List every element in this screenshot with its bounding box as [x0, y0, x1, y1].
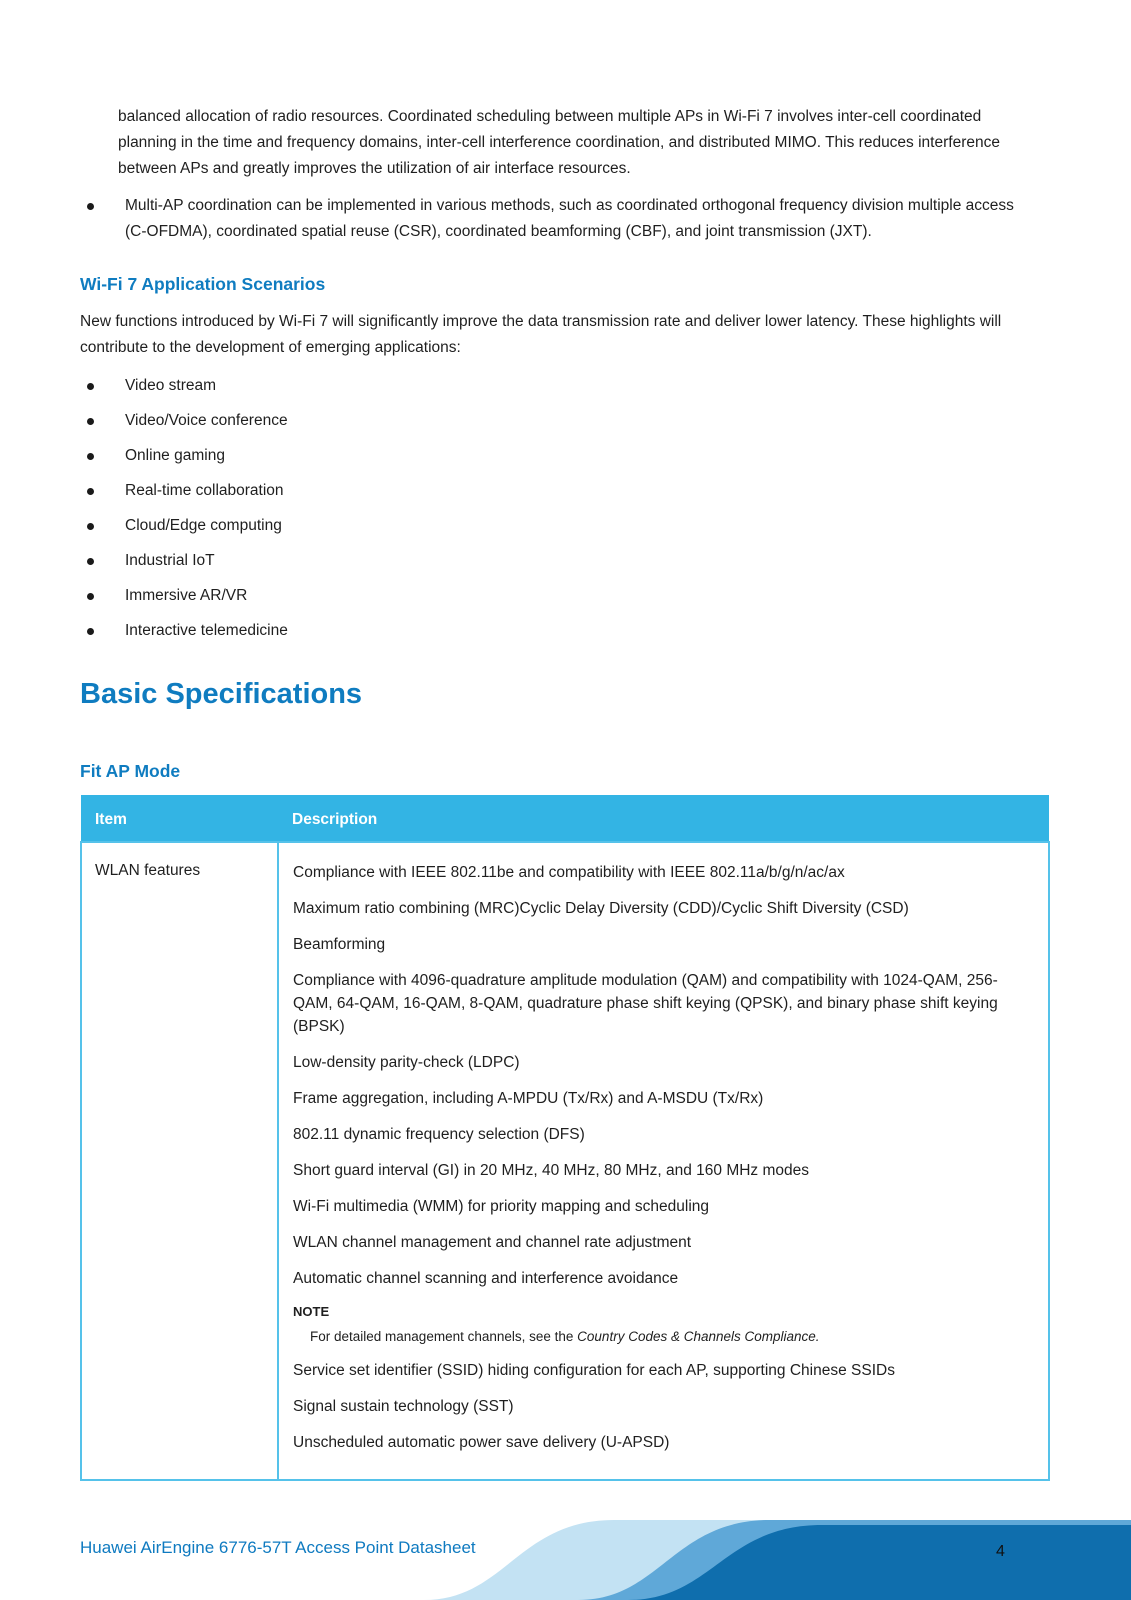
bullet-icon — [87, 593, 94, 600]
description-line: Compliance with IEEE 802.11be and compatibility with IEEE 802.11a/b/g/n/ac/ax — [293, 864, 845, 881]
scenario-label: Industrial IoT — [125, 552, 215, 569]
table-header-row — [81, 795, 1049, 842]
scenario-label: Video stream — [125, 377, 217, 394]
note-text-italic-title: Country Codes & Channels Compliance. — [577, 1329, 820, 1344]
multi-ap-bullet-item — [80, 193, 1050, 245]
bullet-icon — [87, 383, 94, 390]
footer-doc-title: Huawei AirEngine 6776-57T Access Point Datasheet — [80, 1538, 476, 1557]
description-line: Automatic channel scanning and interference avoidance — [293, 1270, 679, 1287]
heading-fit-ap-mode: Fit AP Mode — [80, 761, 181, 781]
table-row-wlan-features — [81, 842, 1049, 1480]
scenario-label: Real-time collaboration — [125, 482, 284, 499]
heading-application-scenarios: Wi-Fi 7 Application Scenarios — [80, 274, 326, 294]
description-line: WLAN channel management and channel rate adjustment — [293, 1234, 692, 1251]
description-line: Beamforming — [293, 936, 386, 953]
description-line: Short guard interval (GI) in 20 MHz, 40 MHz, 80 MHz, and 160 MHz modes — [293, 1162, 810, 1179]
table-header-item: Item — [81, 795, 278, 842]
scenario-list-item — [80, 583, 1050, 609]
description-line: Compliance with 4096-quadrature amplitude modulation (QAM) and compatibility with 1024-QAM, 256-QAM, 64-QAM, 16-QAM, 8-QAM, quadrature phase shift keying (QPSK), and binary phase shift keying (BPSK) — [293, 972, 998, 1035]
scenario-bullet-list — [80, 373, 1050, 644]
description-line: Wi-Fi multimedia (WMM) for priority mapping and scheduling — [293, 1198, 710, 1215]
bullet-icon — [87, 488, 94, 495]
description-line: Low-density parity-check (LDPC) — [293, 1054, 520, 1071]
heading-basic-specifications: Basic Specifications — [80, 678, 363, 710]
note-label: NOTE — [293, 1304, 330, 1319]
scenario-label: Immersive AR/VR — [125, 587, 248, 604]
scenario-label: Cloud/Edge computing — [125, 517, 282, 534]
description-cell — [278, 842, 1049, 1480]
bullet-icon — [87, 453, 94, 460]
scenario-list-item — [80, 548, 1050, 574]
scenarios-intro-paragraph: New functions introduced by Wi-Fi 7 will significantly improve the data transmission rate and deliver lower latency. These highlights will contribute to the development of emerging applications: — [80, 313, 1002, 356]
scenario-list-item — [80, 408, 1050, 434]
note-text-prefix: For detailed management channels, see the — [310, 1329, 578, 1344]
scenario-label: Video/Voice conference — [125, 412, 288, 429]
continuation-paragraph: balanced allocation of radio resources. Coordinated scheduling between multiple APs in Wi-Fi 7 involves inter-cell coordinated planning in the time and frequency domains, inter-cell interference coordination, and distributed MIMO. This reduces interference between APs and greatly improves the utilization of air interface resources. — [118, 108, 1000, 177]
scenario-label: Interactive telemedicine — [125, 622, 288, 639]
scenario-list-item — [80, 373, 1050, 399]
bullet-icon — [87, 523, 94, 530]
scenario-list-item — [80, 618, 1050, 644]
description-line: Service set identifier (SSID) hiding configuration for each AP, supporting Chinese SSIDs — [293, 1362, 895, 1379]
description-line: 802.11 dynamic frequency selection (DFS) — [293, 1126, 585, 1143]
scenario-list-item — [80, 443, 1050, 469]
description-line: Unscheduled automatic power save delivery (U-APSD) — [293, 1434, 670, 1451]
description-line: Maximum ratio combining (MRC)Cyclic Delay Diversity (CDD)/Cyclic Shift Diversity (CSD) — [293, 900, 909, 917]
note-text — [293, 1328, 1012, 1346]
scenario-list-item — [80, 513, 1050, 539]
bullet-icon — [87, 203, 94, 210]
bullet-icon — [87, 628, 94, 635]
item-cell: WLAN features — [81, 842, 278, 1480]
description-line: Frame aggregation, including A-MPDU (Tx/Rx) and A-MSDU (Tx/Rx) — [293, 1090, 764, 1107]
table-header-description: Description — [278, 795, 1049, 842]
fit-ap-mode-table — [80, 795, 1050, 1481]
description-line: Signal sustain technology (SST) — [293, 1398, 514, 1415]
scenario-label: Online gaming — [125, 447, 225, 464]
bullet-icon — [87, 418, 94, 425]
footer-page-number: 4 — [996, 1543, 1005, 1560]
scenario-list-item — [80, 478, 1050, 504]
multi-ap-bullet-text: Multi-AP coordination can be implemented in various methods, such as coordinated orthogonal frequency division multiple access (C-OFDMA), coordinated spatial reuse (CSR), coordinated beamforming (CBF), and joint transmission (JXT). — [125, 197, 1014, 240]
page-content — [80, 0, 1050, 1481]
bullet-icon — [87, 558, 94, 565]
